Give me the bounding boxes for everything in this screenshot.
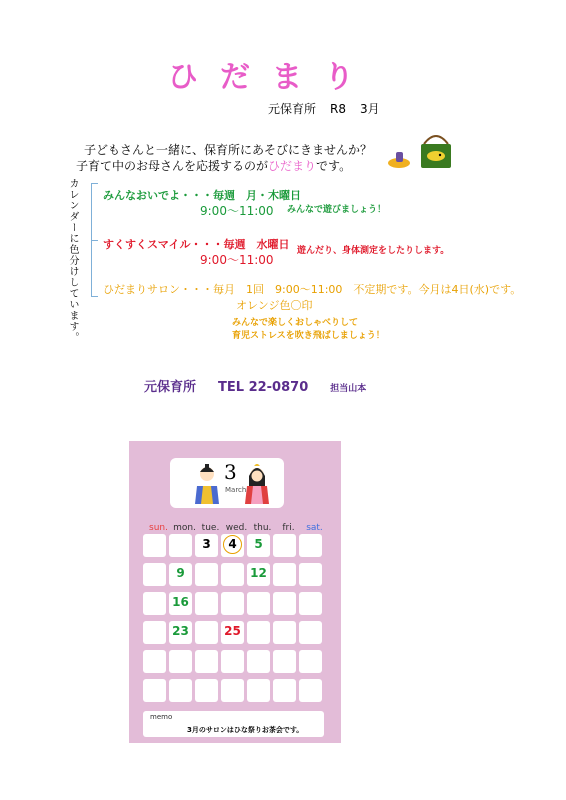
calendar-cell [299, 679, 322, 702]
intro-highlight: ひだまり [268, 159, 317, 173]
calendar-cell [247, 534, 270, 557]
program-2-note: 遊んだり、身体測定をしたりします。 [297, 246, 450, 256]
weekday-wed: wed. [225, 523, 248, 533]
sand-mold-icon [387, 149, 413, 169]
calendar-cell [273, 621, 296, 644]
calendar-cell [169, 592, 192, 615]
calendar-cell [143, 621, 166, 644]
calendar-cell [195, 592, 218, 615]
calendar-header [170, 458, 284, 508]
program-1-note: みんなで遊びましょう！ [287, 205, 387, 215]
calendar-cell [247, 563, 270, 586]
calendar-cell [299, 621, 322, 644]
contact-tel: TEL 22-0870 [218, 380, 309, 395]
weekday-thu: thu. [253, 523, 272, 533]
empress-doll-icon [245, 464, 269, 504]
calendar-cell [169, 679, 192, 702]
calendar-cell [169, 534, 192, 557]
program-3-mark: オレンジ色〇印 [236, 299, 313, 312]
calendar-cell [221, 650, 244, 673]
calendar-cell [221, 563, 244, 586]
program-3-name: ひだまりサロン・・・毎月 1回 9:00～11:00 不定期です。今月は4日(水)です。 [103, 283, 522, 296]
intro-line-2-pre: 子育て中のお母さんを応援するのが [76, 159, 269, 173]
sand-bucket-icon [418, 130, 454, 170]
calendar-cell [247, 592, 270, 615]
calendar-cell [169, 650, 192, 673]
day-4: 4 [228, 537, 237, 551]
calendar-cell [247, 679, 270, 702]
program-1-time: 9:00～11:00 [200, 204, 274, 218]
contact-person: 担当山本 [330, 384, 367, 394]
calendar-cell [273, 650, 296, 673]
calendar-cell [143, 679, 166, 702]
calendar-cell [195, 621, 218, 644]
calendar-cell [143, 650, 166, 673]
contact-place: 元保育所 [144, 380, 197, 395]
calendar-cell [195, 534, 218, 557]
day-16: 16 [172, 595, 189, 609]
calendar-month-name: March [225, 486, 247, 494]
emperor-doll-icon [195, 464, 219, 504]
intro-line-2 [76, 157, 351, 174]
contact-line [144, 376, 366, 395]
side-note: カレンダーに色分けしています。 [67, 178, 78, 343]
program-2-name: すくすくスマイル・・・毎週 水曜日 [103, 238, 290, 251]
program-2-time: 9:00～11:00 [200, 253, 274, 267]
calendar-cell [169, 621, 192, 644]
calendar-cell [273, 592, 296, 615]
calendar-cell [299, 563, 322, 586]
calendar-cell [195, 650, 218, 673]
program-3-note-1: みんなで楽しくおしゃべりして [232, 318, 359, 328]
calendar-cell [143, 592, 166, 615]
calendar-cell [273, 563, 296, 586]
calendar-cell [273, 534, 296, 557]
memo-label: memo [150, 713, 173, 721]
calendar-cell [143, 534, 166, 557]
subtitle-month: 3月 [360, 102, 380, 116]
calendar-cell [195, 679, 218, 702]
memo-box [143, 711, 324, 737]
weekday-tue: tue. [201, 523, 220, 533]
day-9: 9 [176, 566, 185, 580]
calendar-cell [195, 563, 218, 586]
intro-line-1: 子どもさんと一緒に、保育所にあそびにきませんか？ [84, 143, 373, 157]
day-12: 12 [250, 566, 267, 580]
calendar-month-number: 3 [224, 460, 237, 484]
calendar-cell [247, 621, 270, 644]
calendar-cell [221, 621, 244, 644]
day-5: 5 [254, 537, 263, 551]
intro-line-2-post: です。 [316, 159, 352, 173]
calendar-cell [221, 592, 244, 615]
calendar-cell [299, 592, 322, 615]
calendar-cell [221, 679, 244, 702]
calendar-cell [169, 563, 192, 586]
calendar-cell [221, 534, 244, 557]
subtitle-place: 元保育所 [268, 102, 317, 116]
memo-text: 3月のサロンはひな祭りお茶会です。 [187, 726, 304, 734]
calendar-cell [143, 563, 166, 586]
day-23: 23 [172, 624, 189, 638]
weekday-sun: sun. [149, 523, 168, 533]
calendar-cell [273, 679, 296, 702]
bracket-line [91, 183, 98, 297]
subtitle [268, 100, 380, 117]
page-title: ひだまり [168, 60, 376, 95]
calendar-cell [299, 534, 322, 557]
subtitle-year: R8 [330, 102, 346, 116]
program-1-name: みんなおいでよ・・・毎週 月・木曜日 [103, 189, 301, 202]
weekday-sat: sat. [306, 523, 323, 533]
weekday-mon: mon. [173, 523, 196, 533]
program-3-note-2: 育児ストレスを吹き飛ばしましょう！ [232, 331, 385, 341]
calendar-cell [299, 650, 322, 673]
day-3: 3 [202, 537, 211, 551]
day-25: 25 [224, 624, 241, 638]
calendar-cell [247, 650, 270, 673]
calendar [129, 441, 341, 743]
weekday-fri: fri. [282, 523, 295, 533]
